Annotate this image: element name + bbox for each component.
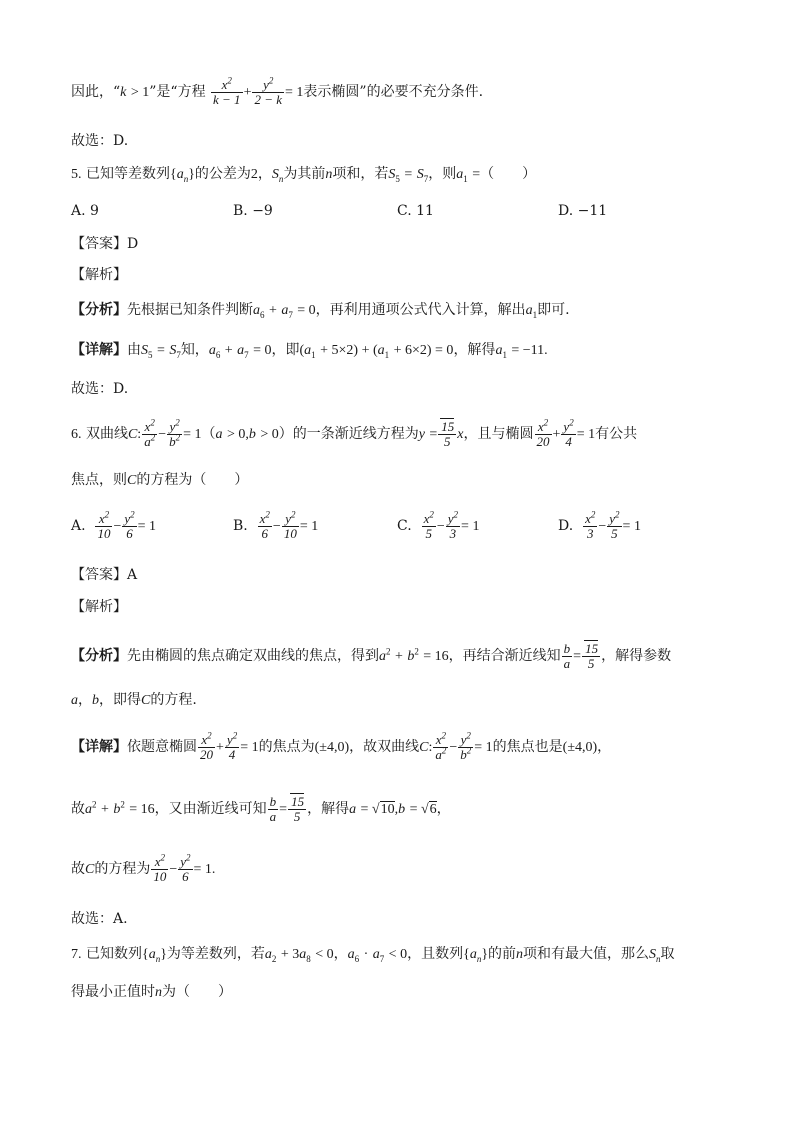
q4-choice: 故选：D. bbox=[71, 133, 129, 149]
q6-option-d: D. $\frac{x^2}{3}$ − $\frac{y^2}{5}$ = 1 bbox=[558, 509, 641, 541]
q5-analysis-label: 【解析】 bbox=[71, 267, 127, 283]
q5-fenxi: 【分析】先根据已知条件判断$a_6 + a_7 = 0$，再利用通项公式代入计算，解出$a_1$即可. bbox=[71, 302, 570, 320]
q5-xiangjie: 【详解】由$S_5 = S_7$知，$a_6 + a_7 = 0$，即$(a_1 + 5\times 2) + (a_1 + 6\times 2) = 0$，解得$a_1 = -11$. bbox=[71, 342, 548, 360]
fraction: $\frac{15}{5}$ bbox=[438, 420, 456, 448]
fraction: $\frac{y^2}{b^2}$ bbox=[169, 417, 181, 449]
fraction: $\frac{x^2}{k - 1}$ bbox=[213, 75, 241, 107]
q6-option-a: A. $\frac{x^2}{10}$ − $\frac{y^2}{6}$ = 1 bbox=[71, 509, 157, 541]
q6-answer: 【答案】A bbox=[71, 567, 138, 583]
fraction: $\frac{y^2}{4}$ bbox=[563, 417, 574, 449]
q6-option-c: C. $\frac{x^2}{5}$ − $\frac{y^2}{3}$ = 1 bbox=[397, 509, 480, 541]
q7-stem-line2: 得最小正值时n为（ ） bbox=[71, 984, 232, 1000]
fraction: $\frac{x^2}{20}$ bbox=[536, 417, 550, 449]
q5-option-a: A. 9 bbox=[71, 203, 99, 219]
conclusion-line: 因此，“k > 1”是“方程 $\frac{x^2}{k - 1}$ + $\frac{y^2}{2 - k}$ = 1表示椭圆”的必要不充分条件. bbox=[71, 75, 484, 107]
q5-option-b: B. −9 bbox=[233, 203, 273, 219]
q6-choice: 故选：A. bbox=[71, 911, 128, 927]
q6-xiangjie-line1: 【详解】依题意椭圆 $\frac{x^2}{20}$ + $\frac{y^2}{4}$ = 1的焦点为(±4,0)，故双曲线C: $\frac{x^2}{a^2}$ − $\frac{y^2}{b^2}$ = 1的焦点也是(±4,0)， bbox=[71, 730, 612, 762]
q6-xiangjie-line3: 故C的方程为 $\frac{x^2}{10}$ − $\frac{y^2}{6}$ = 1. bbox=[71, 852, 216, 884]
q6-fenxi-line2: a，b，即得C的方程. bbox=[71, 692, 197, 708]
q6-xiangjie-line2: 故$a^2 + b^2 = 16$，又由渐近线可知 $\frac{b}{a}$ = $\frac{15}{5}$ ，解得a = √10,b = √6， bbox=[71, 794, 451, 824]
q5-option-d: D. −11 bbox=[558, 203, 608, 219]
fraction: $\frac{x^2}{a^2}$ bbox=[144, 417, 156, 449]
q5-choice: 故选：D. bbox=[71, 381, 129, 397]
q6-stem-line2: 焦点，则C的方程为（ ） bbox=[71, 472, 249, 488]
q7-stem-line1: 7. 已知数列$\{a_n\}$为等差数列，若$a_2 + 3a_8 < 0$，$a_6 \cdot a_7 < 0$，且数列$\{a_n\}$的前n项和有最大值，那么$S_n$取 bbox=[71, 946, 675, 964]
q6-analysis-label: 【解析】 bbox=[71, 599, 127, 615]
q5-option-c: C. 11 bbox=[397, 203, 434, 219]
q6-fenxi-line1: 【分析】先由椭圆的焦点确定双曲线的焦点，得到$a^2 + b^2 = 16$，再结合渐近线知 $\frac{b}{a}$ = $\frac{15}{5}$ ，解得参数 bbox=[71, 641, 672, 671]
q5-answer: 【答案】D bbox=[71, 236, 139, 252]
q6-option-b: B. $\frac{x^2}{6}$ − $\frac{y^2}{10}$ = 1 bbox=[233, 509, 319, 541]
q6-stem-line1: 6. 双曲线C: $\frac{x^2}{a^2}$ − $\frac{y^2}{b^2}$ = 1（a > 0,b > 0）的一条渐近线方程为y = $\frac{15}{5}$ x，且与椭圆 $\frac{x^2}{20}$ + $\frac{y^2}{4}$ = 1有公共 bbox=[71, 417, 638, 449]
fraction: $\frac{y^2}{2 - k}$ bbox=[254, 75, 283, 107]
q5-stem: 5. 已知等差数列$\{a_n\}$的公差为2，$S_n$为其前n项和，若$S_5 = S_7$，则$a_1$ =（ ） bbox=[71, 166, 537, 184]
